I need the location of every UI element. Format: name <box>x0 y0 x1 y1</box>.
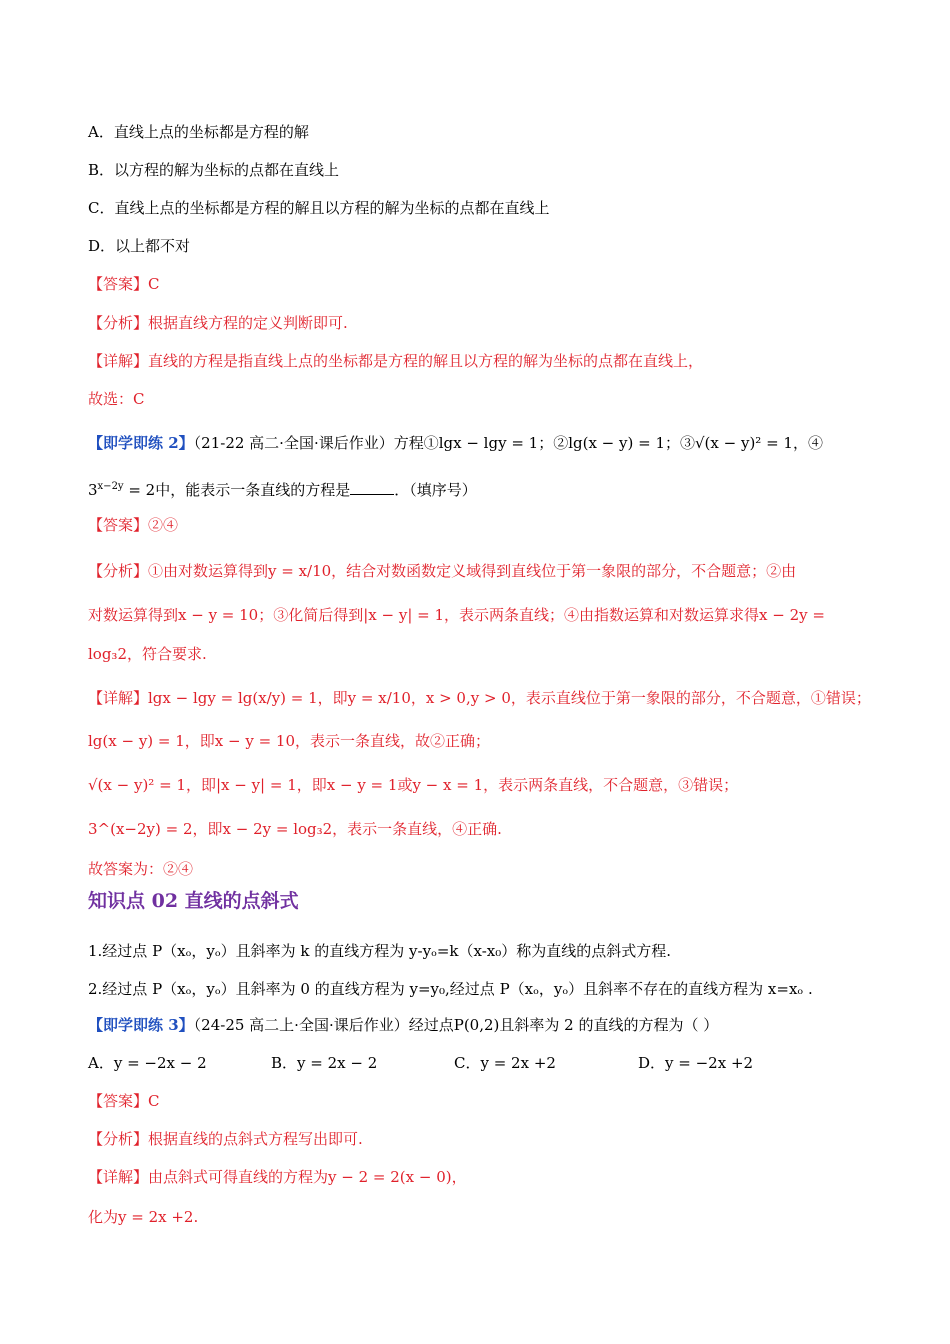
section-heading: 知识点 02 直线的点斜式 <box>88 890 299 912</box>
q1-final: 故选：C <box>88 390 145 408</box>
q3-answer: 【答案】C <box>88 1092 160 1110</box>
q1-option-c: C．直线上点的坐标都是方程的解且以方程的解为坐标的点都在直线上 <box>88 199 550 217</box>
q2-base: 3 <box>88 481 98 499</box>
q1-option-d: D．以上都不对 <box>88 237 191 255</box>
q1-answer: 【答案】C <box>88 275 160 293</box>
q1-option-b: B．以方程的解为坐标的点都在直线上 <box>88 161 340 179</box>
q3-analysis: 【分析】根据直线的点斜式方程写出即可. <box>88 1130 363 1148</box>
q2-analysis-2: 对数运算得到x − y = 10；③化简后得到|x − y| = 1，表示两条直线；④由指数运算和对数运算求得x − 2y = <box>88 606 825 624</box>
q3-stem-line <box>88 1014 718 1036</box>
q3-final: 化为y = 2x +2. <box>88 1208 199 1226</box>
q3-option-c: C．y = 2x +2 <box>454 1054 556 1072</box>
q2-tag: 【即学即练 2】 <box>88 434 194 452</box>
q2-final: 故答案为：②④ <box>88 860 194 878</box>
q1-analysis: 【分析】根据直线方程的定义判断即可. <box>88 314 348 332</box>
section-para-2: 2.经过点 P（xₒ，yₒ）且斜率为 0 的直线方程为 y=y₀,经过点 P（xₒ，yₒ）且斜率不存在的直线方程为 x=xₒ . <box>88 980 813 998</box>
q1-option-a: A．直线上点的坐标都是方程的解 <box>88 123 309 141</box>
q2-detail-4: 3^(x−2y) = 2，即x − 2y = log₃2，表示一条直线，④正确. <box>88 820 502 838</box>
q2-detail-2: lg(x − y) = 1，即x − y = 10，表示一条直线，故②正确； <box>88 732 491 750</box>
q3-detail: 【详解】由点斜式可得直线的方程为y − 2 = 2(x − 0)， <box>88 1168 467 1186</box>
q2-stem-line2 <box>88 476 477 501</box>
q3-tag: 【即学即练 3】 <box>88 1016 194 1034</box>
q2-exponent: x−2y <box>97 481 124 492</box>
q3-option-a: A．y = −2x − 2 <box>88 1054 207 1072</box>
q2-analysis-1: 【分析】①由对数运算得到y = x/10，结合对数函数定义域得到直线位于第一象限的部分，不合题意；②由 <box>88 562 797 580</box>
q3-option-d: D．y = −2x +2 <box>638 1054 754 1072</box>
q2-detail-3: √(x − y)² = 1，即|x − y| = 1，即x − y = 1或y − x = 1，表示两条直线，不合题意，③错误； <box>88 776 739 794</box>
q2-analysis-3: log₃2，符合要求. <box>88 645 207 663</box>
q2-stem2-tail: ．（填序号） <box>394 481 477 499</box>
q2-stem2: = 2中，能表示一条直线的方程是 <box>123 481 351 499</box>
q2-stem-line1 <box>88 432 823 454</box>
answer-blank <box>350 480 394 495</box>
q2-answer: 【答案】②④ <box>88 516 179 534</box>
q3-stem: （24-25 高二上·全国·课后作业）经过点P(0,2)且斜率为 2 的直线的方程为（ ） <box>193 1016 719 1034</box>
section-para-1: 1.经过点 P（xₒ，yₒ）且斜率为 k 的直线方程为 y-yₒ=k（x-x₀）称为直线的点斜式方程. <box>88 942 672 960</box>
q1-detail: 【详解】直线的方程是指直线上点的坐标都是方程的解且以方程的解为坐标的点都在直线上， <box>88 352 704 370</box>
q2-stem1: （21-22 高二·全国·课后作业）方程①lgx − lgy = 1；②lg(x − y) = 1；③√(x − y)² = 1，④ <box>193 434 823 452</box>
q3-option-b: B．y = 2x − 2 <box>271 1054 378 1072</box>
q2-detail-1: 【详解】lgx − lgy = lg(x/y) = 1，即y = x/10，x > 0,y > 0，表示直线位于第一象限的部分，不合题意，①错误； <box>88 689 871 707</box>
